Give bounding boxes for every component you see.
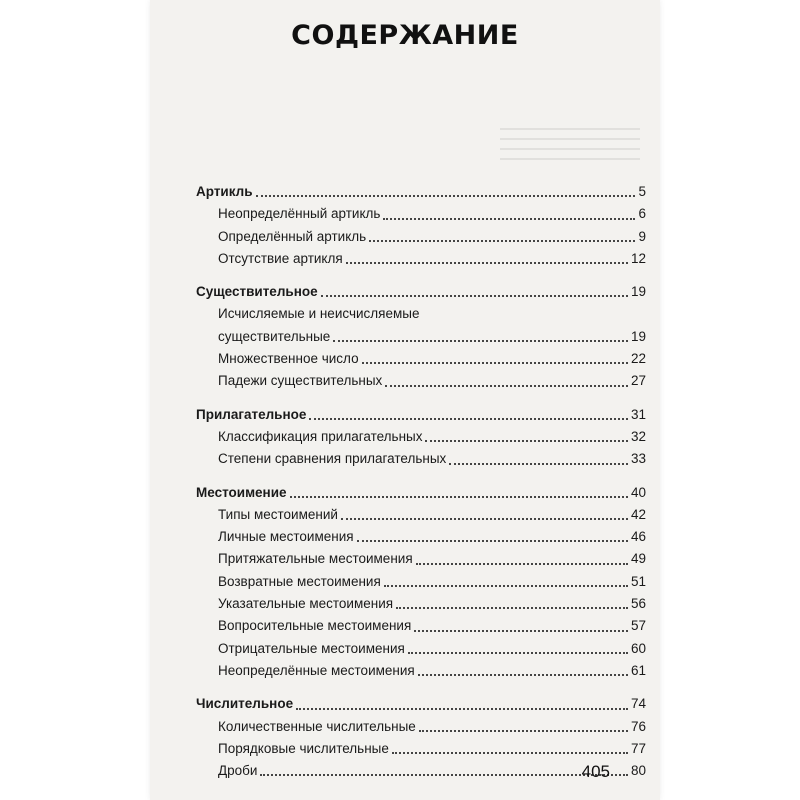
dot-leader <box>362 362 628 364</box>
toc-entry-page-number: 27 <box>630 373 646 389</box>
toc-entry-label: Дроби <box>218 763 258 779</box>
toc-section <box>196 482 646 683</box>
toc-entry-label: Исчисляемые и неисчисляемые <box>218 306 420 322</box>
toc-entry-page-number: 22 <box>630 351 646 367</box>
toc-entry <box>196 548 646 570</box>
toc-entry-continuation-page-number: 19 <box>630 328 646 344</box>
toc-section <box>196 693 646 782</box>
toc-entry <box>196 760 646 782</box>
toc-entry <box>196 526 646 548</box>
toc-entry-page-number: 6 <box>638 206 646 222</box>
dot-leader <box>296 708 628 710</box>
toc-chapter-label: Прилагательное <box>196 406 307 422</box>
toc-entry-label: Вопросительные местоимения <box>218 618 412 634</box>
toc-entry-label: Множественное число <box>218 351 359 367</box>
dot-leader <box>408 652 628 654</box>
toc-entry <box>196 448 646 470</box>
dot-leader <box>396 607 628 609</box>
toc-chapter-page-number: 19 <box>630 284 646 300</box>
toc-section <box>196 404 646 471</box>
toc-entry-label: Падежи существительных <box>218 373 383 389</box>
toc-chapter-page-number: 74 <box>630 696 646 712</box>
book-page <box>150 0 660 800</box>
toc-entry-page-number: 46 <box>630 529 646 545</box>
toc-entry-label: Личные местоимения <box>218 529 354 545</box>
dot-leader <box>425 440 627 442</box>
dot-leader <box>341 518 628 520</box>
toc-chapter-page-number: 40 <box>630 484 646 500</box>
toc-entry <box>196 226 646 248</box>
toc-entry-page-number: 61 <box>630 662 646 678</box>
toc-entry-label: Степени сравнения прилагательных <box>218 451 447 467</box>
toc-chapter <box>196 181 646 203</box>
toc-entry <box>196 203 646 225</box>
toc-entry-label: Неопределённые местоимения <box>218 662 415 678</box>
toc-entry-page-number: 56 <box>630 596 646 612</box>
toc-entry <box>196 738 646 760</box>
toc-entry-label: Указательные местоимения <box>218 596 394 612</box>
toc-entry <box>196 248 646 270</box>
dot-leader <box>321 295 628 297</box>
toc-entry-page-number: 9 <box>638 228 646 244</box>
toc-entry-label: Типы местоимений <box>218 506 338 522</box>
toc-entry-continuation-label: существительные <box>218 328 331 344</box>
toc-entry-label: Отсутствие артикля <box>218 250 343 266</box>
toc-entry <box>196 615 646 637</box>
toc-section <box>196 181 646 270</box>
toc-entry-label: Неопределённый артикль <box>218 206 381 222</box>
toc-chapter-label: Числительное <box>196 696 294 712</box>
toc-entry-page-number: 12 <box>630 250 646 266</box>
dot-leader <box>414 630 628 632</box>
dot-leader <box>290 496 628 498</box>
toc-chapter <box>196 693 646 715</box>
toc-entry <box>196 426 646 448</box>
toc-chapter-page-number: 31 <box>630 406 646 422</box>
toc-section <box>196 281 646 392</box>
dot-leader <box>449 463 628 465</box>
dot-leader <box>384 585 628 587</box>
toc-entry-continuation <box>196 326 646 348</box>
toc-entry-label: Отрицательные местоимения <box>218 640 405 656</box>
toc-chapter <box>196 281 646 303</box>
dot-leader <box>392 752 628 754</box>
dot-leader <box>385 385 628 387</box>
toc-entry-label: Порядковые числительные <box>218 740 389 756</box>
toc-entry-page-number: 76 <box>630 718 646 734</box>
toc-entry-label: Определённый артикль <box>218 228 367 244</box>
dot-leader <box>419 730 628 732</box>
dot-leader <box>418 674 628 676</box>
toc-entry <box>196 716 646 738</box>
page-title: СОДЕРЖАНИЕ <box>291 20 519 51</box>
dot-leader <box>333 340 628 342</box>
toc-entry-page-number: 80 <box>630 763 646 779</box>
toc-chapter-label: Существительное <box>196 284 318 300</box>
toc-entry-page-number: 60 <box>630 640 646 656</box>
bleed-through-text <box>500 120 640 180</box>
toc-chapter <box>196 404 646 426</box>
toc-entry <box>196 660 646 682</box>
dot-leader <box>256 195 636 197</box>
dot-leader <box>383 218 635 220</box>
toc-entry <box>196 571 646 593</box>
table-of-contents <box>196 181 646 793</box>
toc-entry <box>196 370 646 392</box>
dot-leader <box>346 262 628 264</box>
dot-leader <box>416 563 628 565</box>
toc-chapter-page-number: 5 <box>638 184 646 199</box>
dot-leader <box>369 240 635 242</box>
toc-entry-page-number: 49 <box>630 551 646 567</box>
dot-leader <box>260 774 628 776</box>
toc-entry-label: Классификация прилагательных <box>218 428 423 444</box>
toc-entry-page-number: 51 <box>630 573 646 589</box>
toc-chapter-label: Артикль <box>196 184 253 199</box>
toc-entry <box>196 638 646 660</box>
toc-entry <box>196 348 646 370</box>
toc-entry-page-number: 77 <box>630 740 646 756</box>
toc-entry-label: Количественные числительные <box>218 718 416 734</box>
toc-entry <box>196 504 646 526</box>
toc-chapter-label: Местоимение <box>196 484 287 500</box>
page-number: 405 <box>581 762 610 781</box>
toc-entry-page-number: 32 <box>630 428 646 444</box>
dot-leader <box>309 418 628 420</box>
toc-entry-page-number: 42 <box>630 506 646 522</box>
toc-entry <box>196 303 646 325</box>
toc-chapter <box>196 482 646 504</box>
toc-entry-page-number: 33 <box>630 451 646 467</box>
toc-entry <box>196 593 646 615</box>
toc-entry-label: Притяжательные местоимения <box>218 551 413 567</box>
dot-leader <box>357 540 628 542</box>
toc-entry-page-number: 57 <box>630 618 646 634</box>
toc-entry-label: Возвратные местоимения <box>218 573 381 589</box>
